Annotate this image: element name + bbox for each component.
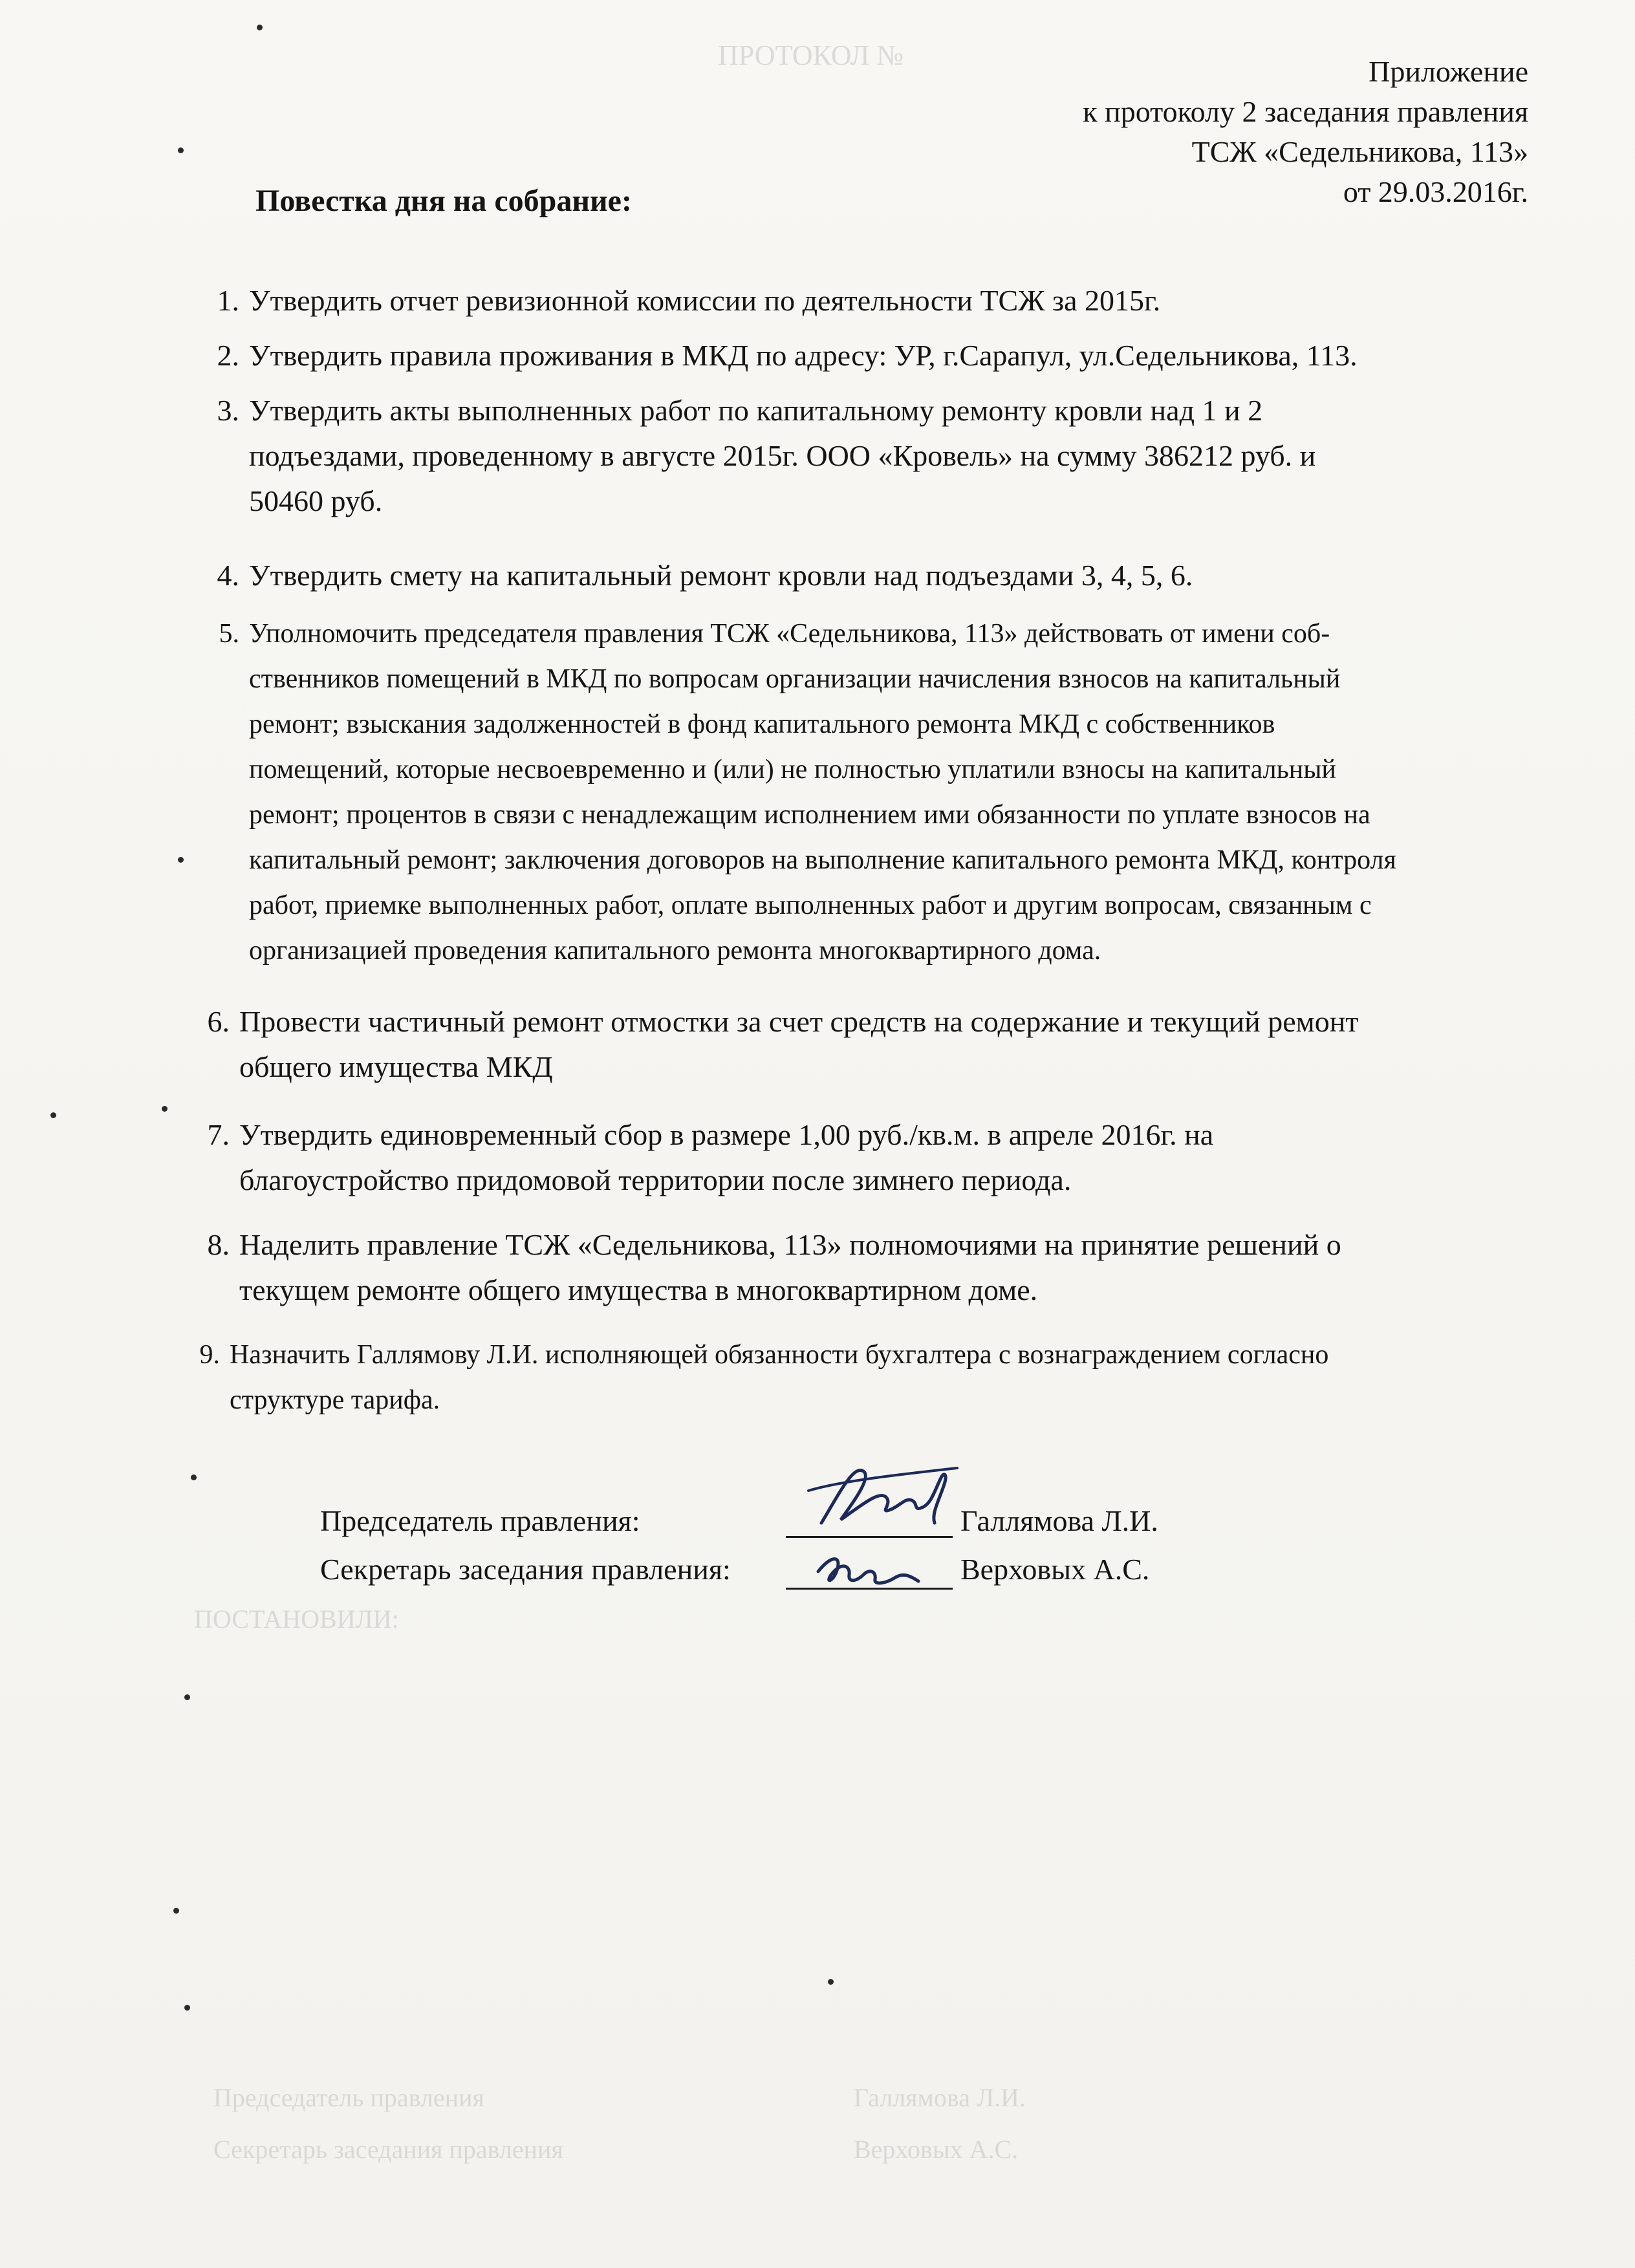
agenda-item-text: общего имущества МКД <box>239 1050 553 1083</box>
agenda-item-text: помещений, которые несвоевременно и (или) не полностью уплатили взносы на капитальный <box>249 755 1336 784</box>
agenda-item-number: 6. <box>207 1005 230 1038</box>
scan-speck <box>162 1106 168 1112</box>
agenda-item-number: 3. <box>217 394 239 427</box>
chair-signature <box>802 1452 964 1542</box>
scan-speck <box>184 2005 190 2011</box>
scan-speck <box>173 1908 179 1914</box>
chair-label: Председатель правления: <box>320 1504 640 1537</box>
agenda-title: Повестка дня на собрание: <box>255 184 632 218</box>
agenda-item-text: Наделить правление ТСЖ «Седельникова, 113» полномочиями на принятие решений о <box>239 1228 1341 1261</box>
agenda-item-text: Уполномочить председателя правления ТСЖ «Седельникова, 113» действовать от имени соб- <box>249 619 1330 649</box>
agenda-item-text: текущем ремонте общего имущества в многоквартирном доме. <box>239 1273 1038 1306</box>
secretary-label: Секретарь заседания правления: <box>320 1553 731 1586</box>
agenda-item-text: Утвердить единовременный сбор в размере 1,00 руб./кв.м. в апреле 2016г. на <box>239 1118 1214 1151</box>
agenda-item-text: 50460 руб. <box>249 484 383 517</box>
agenda-item-text: подъездами, проведенному в августе 2015г. ООО «Кровель» на сумму 386212 руб. и <box>249 439 1316 472</box>
secretary-name: Верховых А.С. <box>960 1553 1150 1586</box>
scan-speck <box>257 25 263 30</box>
bleed-through-text: ПРОТОКОЛ № <box>718 39 904 71</box>
agenda-item-text: Утвердить отчет ревизионной комиссии по деятельности ТСЖ за 2015г. <box>249 284 1161 317</box>
agenda-item <box>207 1112 1533 1203</box>
agenda-item-text: ственников помещений в МКД по вопросам организации начисления взносов на капитальный <box>249 664 1341 694</box>
header-line: ТСЖ «Седельникова, 113» <box>1191 135 1528 168</box>
agenda-item-number: 9. <box>199 1340 220 1370</box>
agenda-item-number: 8. <box>207 1228 230 1261</box>
scan-speck <box>184 1694 190 1700</box>
agenda-item-number: 5. <box>219 619 239 649</box>
agenda-item <box>207 1222 1533 1313</box>
header-line: к протоколу 2 заседания правления <box>1083 95 1528 128</box>
appendix-header <box>1083 52 1528 212</box>
agenda-item-text: организацией проведения капитального ремонта многоквартирного дома. <box>249 936 1101 966</box>
chair-name: Галлямова Л.И. <box>960 1504 1158 1537</box>
agenda-item-text: ремонт; взыскания задолженностей в фонд капитального ремонта МКД с собственников <box>249 709 1275 739</box>
bleed-through-text: Председатель правления <box>213 2083 484 2112</box>
agenda-item-number: 7. <box>207 1118 230 1151</box>
agenda-item <box>217 278 1543 323</box>
bleed-through-text: Галлямова Л.И. <box>854 2083 1026 2112</box>
agenda-item-text: ремонт; процентов в связи с ненадлежащим исполнением ими обязанности по уплате взносов на <box>249 800 1370 830</box>
scan-speck <box>178 147 184 153</box>
agenda-item <box>207 999 1533 1090</box>
agenda-item-number: 2. <box>217 339 239 372</box>
agenda-item-text: Утвердить акты выполненных работ по капитальному ремонту кровли над 1 и 2 <box>249 394 1263 427</box>
scan-speck <box>828 1979 834 1985</box>
agenda-item-text: Назначить Галлямову Л.И. исполняющей обязанности бухгалтера с вознаграждением согласно <box>230 1340 1329 1370</box>
agenda-item-text: капитальный ремонт; заключения договоров на выполнение капитального ремонта МКД, контроля <box>249 845 1396 875</box>
agenda-item-text: благоустройство придомовой территории после зимнего периода. <box>239 1163 1072 1196</box>
scan-speck <box>178 857 184 863</box>
agenda-item-number: 1. <box>217 284 239 317</box>
agenda-item <box>217 333 1543 378</box>
agenda-item-text: структуре тарифа. <box>230 1385 440 1415</box>
bleed-through-text: Верховых А.С. <box>854 2135 1019 2164</box>
secretary-signature <box>812 1546 928 1597</box>
agenda-item-number: 4. <box>217 559 239 592</box>
header-line: от 29.03.2016г. <box>1343 175 1528 208</box>
agenda-item <box>199 1332 1543 1423</box>
agenda-item-text: Утвердить правила проживания в МКД по адресу: УР, г.Сарапул, ул.Седельникова, 113. <box>249 339 1358 372</box>
scan-speck <box>50 1112 56 1118</box>
agenda-item <box>219 611 1549 973</box>
header-line: Приложение <box>1369 55 1528 88</box>
bleed-through-text: ПОСТАНОВИЛИ: <box>194 1604 399 1634</box>
bleed-through-text: Секретарь заседания правления <box>213 2135 563 2164</box>
agenda-item-text: работ, приемке выполненных работ, оплате выполненных работ и другим вопросам, связанным с <box>249 891 1372 920</box>
agenda-item-text: Утвердить смету на капитальный ремонт кровли над подъездами 3, 4, 5, 6. <box>249 559 1193 592</box>
agenda-item <box>217 553 1543 598</box>
agenda-item <box>217 388 1543 524</box>
agenda-item-text: Провести частичный ремонт отмостки за счет средств на содержание и текущий ремонт <box>239 1005 1359 1038</box>
scan-speck <box>191 1474 197 1480</box>
